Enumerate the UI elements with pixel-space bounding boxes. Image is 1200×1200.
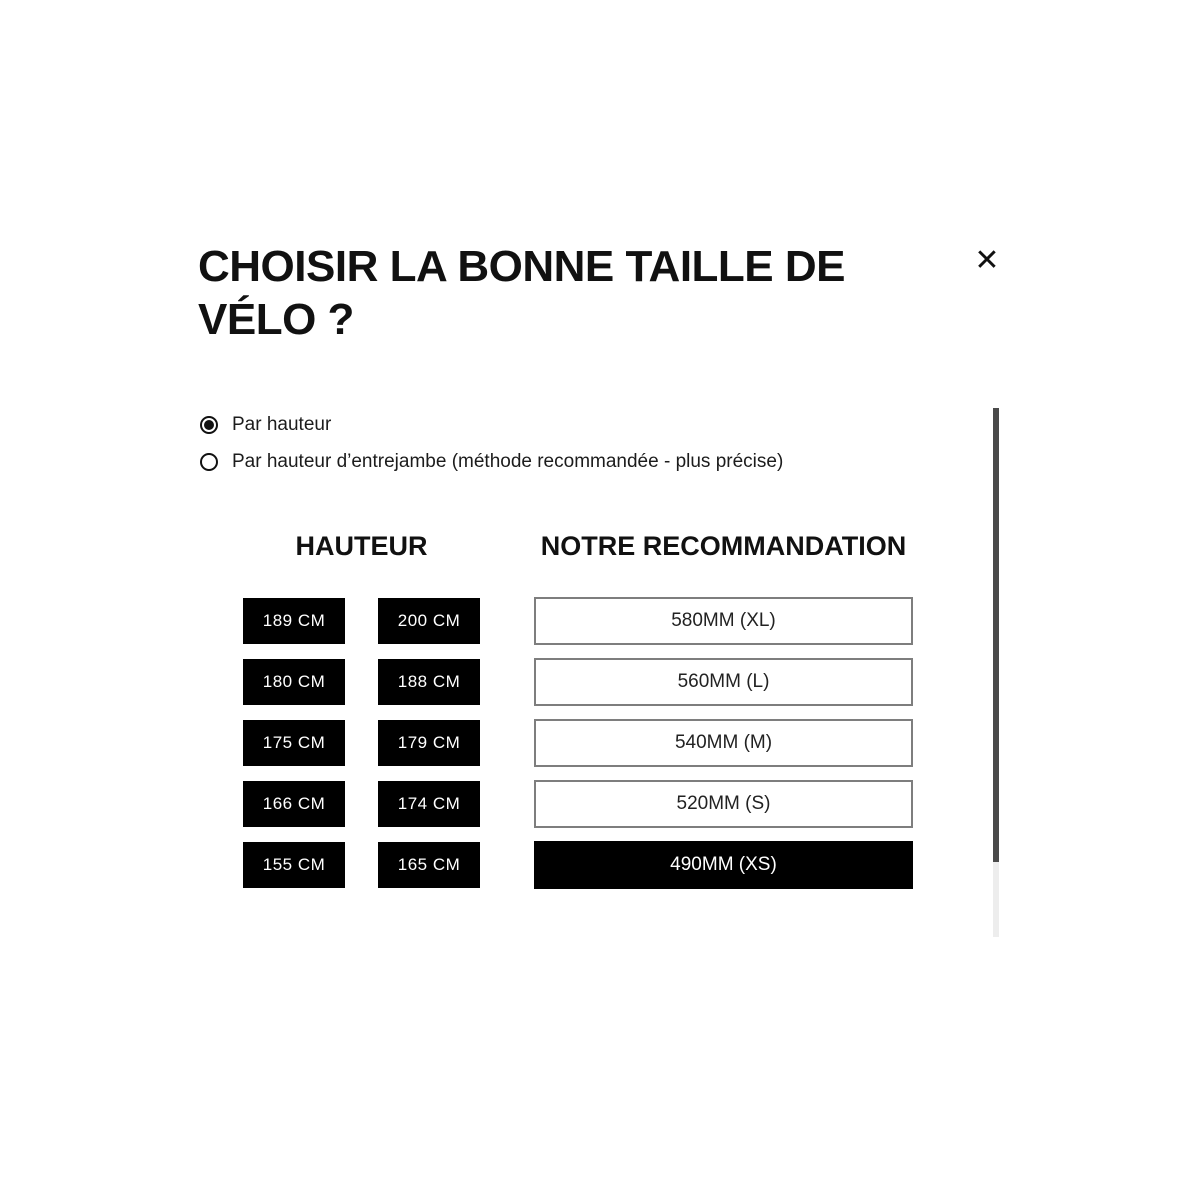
size-table <box>243 590 913 895</box>
recommendation-cell[interactable]: 490MM (XS) <box>534 841 913 889</box>
recommendation-cell[interactable]: 580MM (XL) <box>534 597 913 645</box>
method-options <box>200 406 783 480</box>
height-column-header: HAUTEUR <box>295 531 428 561</box>
recommendation-cell[interactable]: 540MM (M) <box>534 719 913 767</box>
radio-option-label: Par hauteur d’entrejambe (méthode recommandée - plus précise) <box>232 450 784 472</box>
close-button[interactable] <box>964 238 1010 284</box>
close-icon: ✕ <box>974 243 1000 278</box>
scrollbar-thumb[interactable] <box>993 408 999 862</box>
table-row <box>243 834 913 895</box>
radio-icon[interactable] <box>200 416 218 434</box>
height-min-cell[interactable]: 155 CM <box>243 842 345 888</box>
table-row <box>243 773 913 834</box>
height-max-cell[interactable]: 179 CM <box>378 720 480 766</box>
radio-option-by-height[interactable] <box>200 406 783 443</box>
recommendation-cell[interactable]: 520MM (S) <box>534 780 913 828</box>
recommendation-column-header: NOTRE RECOMMANDATION <box>540 531 907 561</box>
height-min-cell[interactable]: 166 CM <box>243 781 345 827</box>
radio-icon[interactable] <box>200 453 218 471</box>
height-max-cell[interactable]: 174 CM <box>378 781 480 827</box>
height-max-cell[interactable]: 200 CM <box>378 598 480 644</box>
table-row <box>243 651 913 712</box>
height-min-cell[interactable]: 175 CM <box>243 720 345 766</box>
radio-option-by-inseam[interactable] <box>200 443 783 480</box>
recommendation-cell[interactable]: 560MM (L) <box>534 658 913 706</box>
scrollbar-track[interactable] <box>993 408 999 937</box>
table-row <box>243 712 913 773</box>
table-row <box>243 590 913 651</box>
height-max-cell[interactable]: 165 CM <box>378 842 480 888</box>
height-min-cell[interactable]: 189 CM <box>243 598 345 644</box>
height-max-cell[interactable]: 188 CM <box>378 659 480 705</box>
radio-option-label: Par hauteur <box>232 413 332 435</box>
height-min-cell[interactable]: 180 CM <box>243 659 345 705</box>
modal-title: CHOISIR LA BONNE TAILLE DE VÉLO ? <box>198 242 845 344</box>
